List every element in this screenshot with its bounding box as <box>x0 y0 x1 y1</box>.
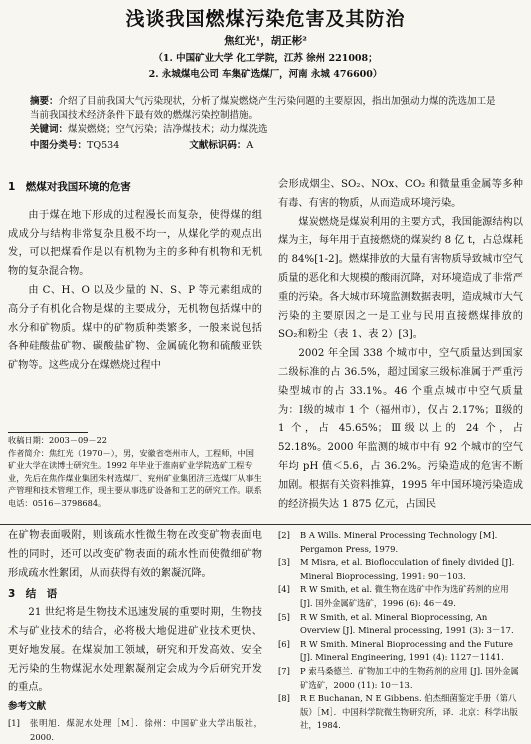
reference-8 <box>278 692 523 733</box>
keywords-line <box>30 123 500 137</box>
right-paragraph-1: 煤炭燃烧是煤炭利用的主要方式，我国能源结构以煤为主，每年用于直接燃烧的煤炭约 8 亿 t，占总煤耗的 84%[1-2]。燃煤排放的大量有害物质导致城市空气质量的恶化和大规模的酸雨沉降，对环境造成了非常严重的污染。各大城市环境监测数据表明，造成城市大气污染的主要原因之一是工业与民用直接燃煤排放的 SO₂和粉尘（表 1、表 2）[3]。 <box>278 216 523 341</box>
left-column <box>8 178 262 376</box>
left-paragraph-1: 由于煤在地下形成的过程漫长而复杂，使得煤的组成成分与结构非常复杂且极不均一，从煤化学的观点出发，可以把煤看作是以有机物为主的多种有机物和无机物的复杂混合物。 <box>8 209 262 278</box>
article-separator <box>0 524 531 525</box>
author-bio: 作者简介：焦红光（1970－），男，安徽省亳州市人，工程师，中国矿业大学在读博士研究生。1992 年毕业于淮南矿业学院选矿工程专业，先后在焦作煤业集团朱村选煤厂、兖州矿业集团济三选煤厂从事生产管理和技术管理工作，现主要从事选矿设备和工艺的研究工作。联系电话：0516－3798684。 <box>8 447 262 508</box>
doc-code-label: 文献标识码： <box>189 140 247 151</box>
reference-text: R W Smith. Mineral Bioprocessing and the Future [J]. Mineral Engineering, 1991 (4): 1127－1141. <box>300 638 513 663</box>
reference-text: R W Smith, et al. Mineral Bioprocessing, An Overview [J]. Mineral processing, 1991 (3): 3－17. <box>300 611 514 636</box>
right-paragraph-2: 2002 年全国 338 个城市中，空气质量达到国家二级标准的占 36.5%，超过国家三级标准属于严重污染型城市的占 33.1%。46 个重点城市中空气质量为：Ⅰ级的城市 1 个（福州市），仅占 2.17%；Ⅱ级的 1 个，占 45.65%；Ⅲ级以上的 24 个，占 52.18%。2000 年监测的城市中有 92 个城市的空气年均 pH 值＜5.6，占 36.2%。污染造成的危害不断加剧。根据有关资料推算，1995 年中国环境污染造成的经济损失达 1 875 亿元，占国民 <box>278 348 523 510</box>
reference-number: [1] <box>8 717 20 728</box>
doc-code-value: A <box>246 140 254 151</box>
reference-number: [6] <box>278 638 290 649</box>
keywords-text: 煤炭燃烧；空气污染；洁净煤技术；动力煤洗选 <box>68 124 268 135</box>
abstract-block <box>30 95 500 153</box>
reference-text: 张明旭．煤泥水处理［M］．徐州：中国矿业大学出版社，2000． <box>30 717 262 742</box>
left-paragraph-2: 由 C、H、O 以及少量的 N、S、P 等元素组成的高分子有机化合物是煤的主要成分，无机物包括煤中的水分和矿物质。煤中的矿物质种类繁多，一般来说包括各种硅酸盐矿物、碳酸盐矿物、金属硫化物和硫酸亚铁矿物等。这些成分在煤燃烧过程中 <box>8 284 262 372</box>
received-date: 收稿日期：2003－09－22 <box>8 435 107 445</box>
reference-text: B A Wills. Mineral Processing Technology [M]. Pergamon Press, 1979. <box>300 530 498 554</box>
paper-authors: 焦红光¹，胡正彬² <box>224 35 307 47</box>
reference-3 <box>278 556 523 583</box>
reference-number: [4] <box>278 584 290 595</box>
clc-label: 中图分类号： <box>30 140 88 151</box>
continued-text: 在矿物表面吸附，则该疏水性微生物在改变矿物表面电性的同时，还可以改变矿物表面的疏水性而使微细矿物形成疏水性絮团，从而获得有效的絮凝沉降。 <box>8 530 262 579</box>
reference-number: [7] <box>278 665 290 676</box>
classification-line <box>30 139 500 153</box>
reference-2 <box>278 529 523 556</box>
clc-value: TQ534 <box>87 140 120 151</box>
reference-number: [8] <box>278 693 290 704</box>
conclusion-heading: 3 结 语 <box>8 588 58 601</box>
reference-text: M Misra, et al. Bioflocculation of finely divided [J]. Mineral Bioprocessing, 1991: 90－103. <box>300 557 515 581</box>
reference-7 <box>278 665 523 692</box>
abstract-line <box>30 95 500 123</box>
section-1-heading: 1 燃煤对我国环境的危害 <box>8 181 131 193</box>
keywords-label: 关键词： <box>30 124 69 135</box>
footnote-block <box>8 434 262 509</box>
abstract-label: 摘要： <box>30 96 59 107</box>
reference-text: R E Buchanan, N E Gibbens. 伯杰细菌鉴定手册（第八版）［M］．中国科学院微生物研究所，译．北京：科学出版社，1984. <box>300 693 518 731</box>
bottom-left-column <box>8 527 262 744</box>
reference-text: R W Smith, et al. 微生物在选矿中作为选矿药剂的应用 [J]. 国外金属矿选矿，1996 (6): 46－49. <box>300 584 509 608</box>
reference-number: [2] <box>278 530 290 540</box>
reference-1 <box>8 717 262 744</box>
footnote-divider <box>8 432 88 433</box>
conclusion-paragraph: 21 世纪将是生物技术迅速发展的重要时期，生物技术与矿业技术的结合，必将极大地促进矿业技术更快、更好地发展。在煤炭加工领域，研究和开发高效、安全无污染的生物煤泥水处理絮凝剂定会成为今后研究开发的重点。 <box>8 607 262 694</box>
reference-list <box>278 529 523 733</box>
references-heading: 参考文献 <box>8 701 47 713</box>
affiliation-2: 2. 永城煤电公司 车集矿选煤厂，河南 永城 476600） <box>148 69 383 80</box>
right-paragraph-0: 会形成烟尘、SO₂、NOx、CO₂ 和微量重金属等多种有毒、有害的物质，从而造成环境污染。 <box>278 179 523 209</box>
reference-6 <box>278 638 523 665</box>
reference-5 <box>278 611 523 638</box>
affiliation-1: （1. 中国矿业大学 化工学院，江苏 徐州 221008； <box>153 53 378 64</box>
reference-4 <box>278 583 523 610</box>
paper-title: 浅谈我国燃煤污染危害及其防治 <box>125 8 406 30</box>
reference-number: [5] <box>278 611 290 622</box>
abstract-text: 介绍了目前我国大气污染现状，分析了煤炭燃烧产生污染问题的主要原因，指出加强动力煤的洗选加工是当前我国技术经济条件下最有效的燃煤污染控制措施。 <box>30 96 496 121</box>
right-column <box>278 176 523 514</box>
reference-text: P 索马桑德兰．矿物加工中的生物药剂的应用 [J]. 国外金属矿选矿，2000 (11): 10－13. <box>300 665 519 690</box>
reference-number: [3] <box>278 557 290 568</box>
